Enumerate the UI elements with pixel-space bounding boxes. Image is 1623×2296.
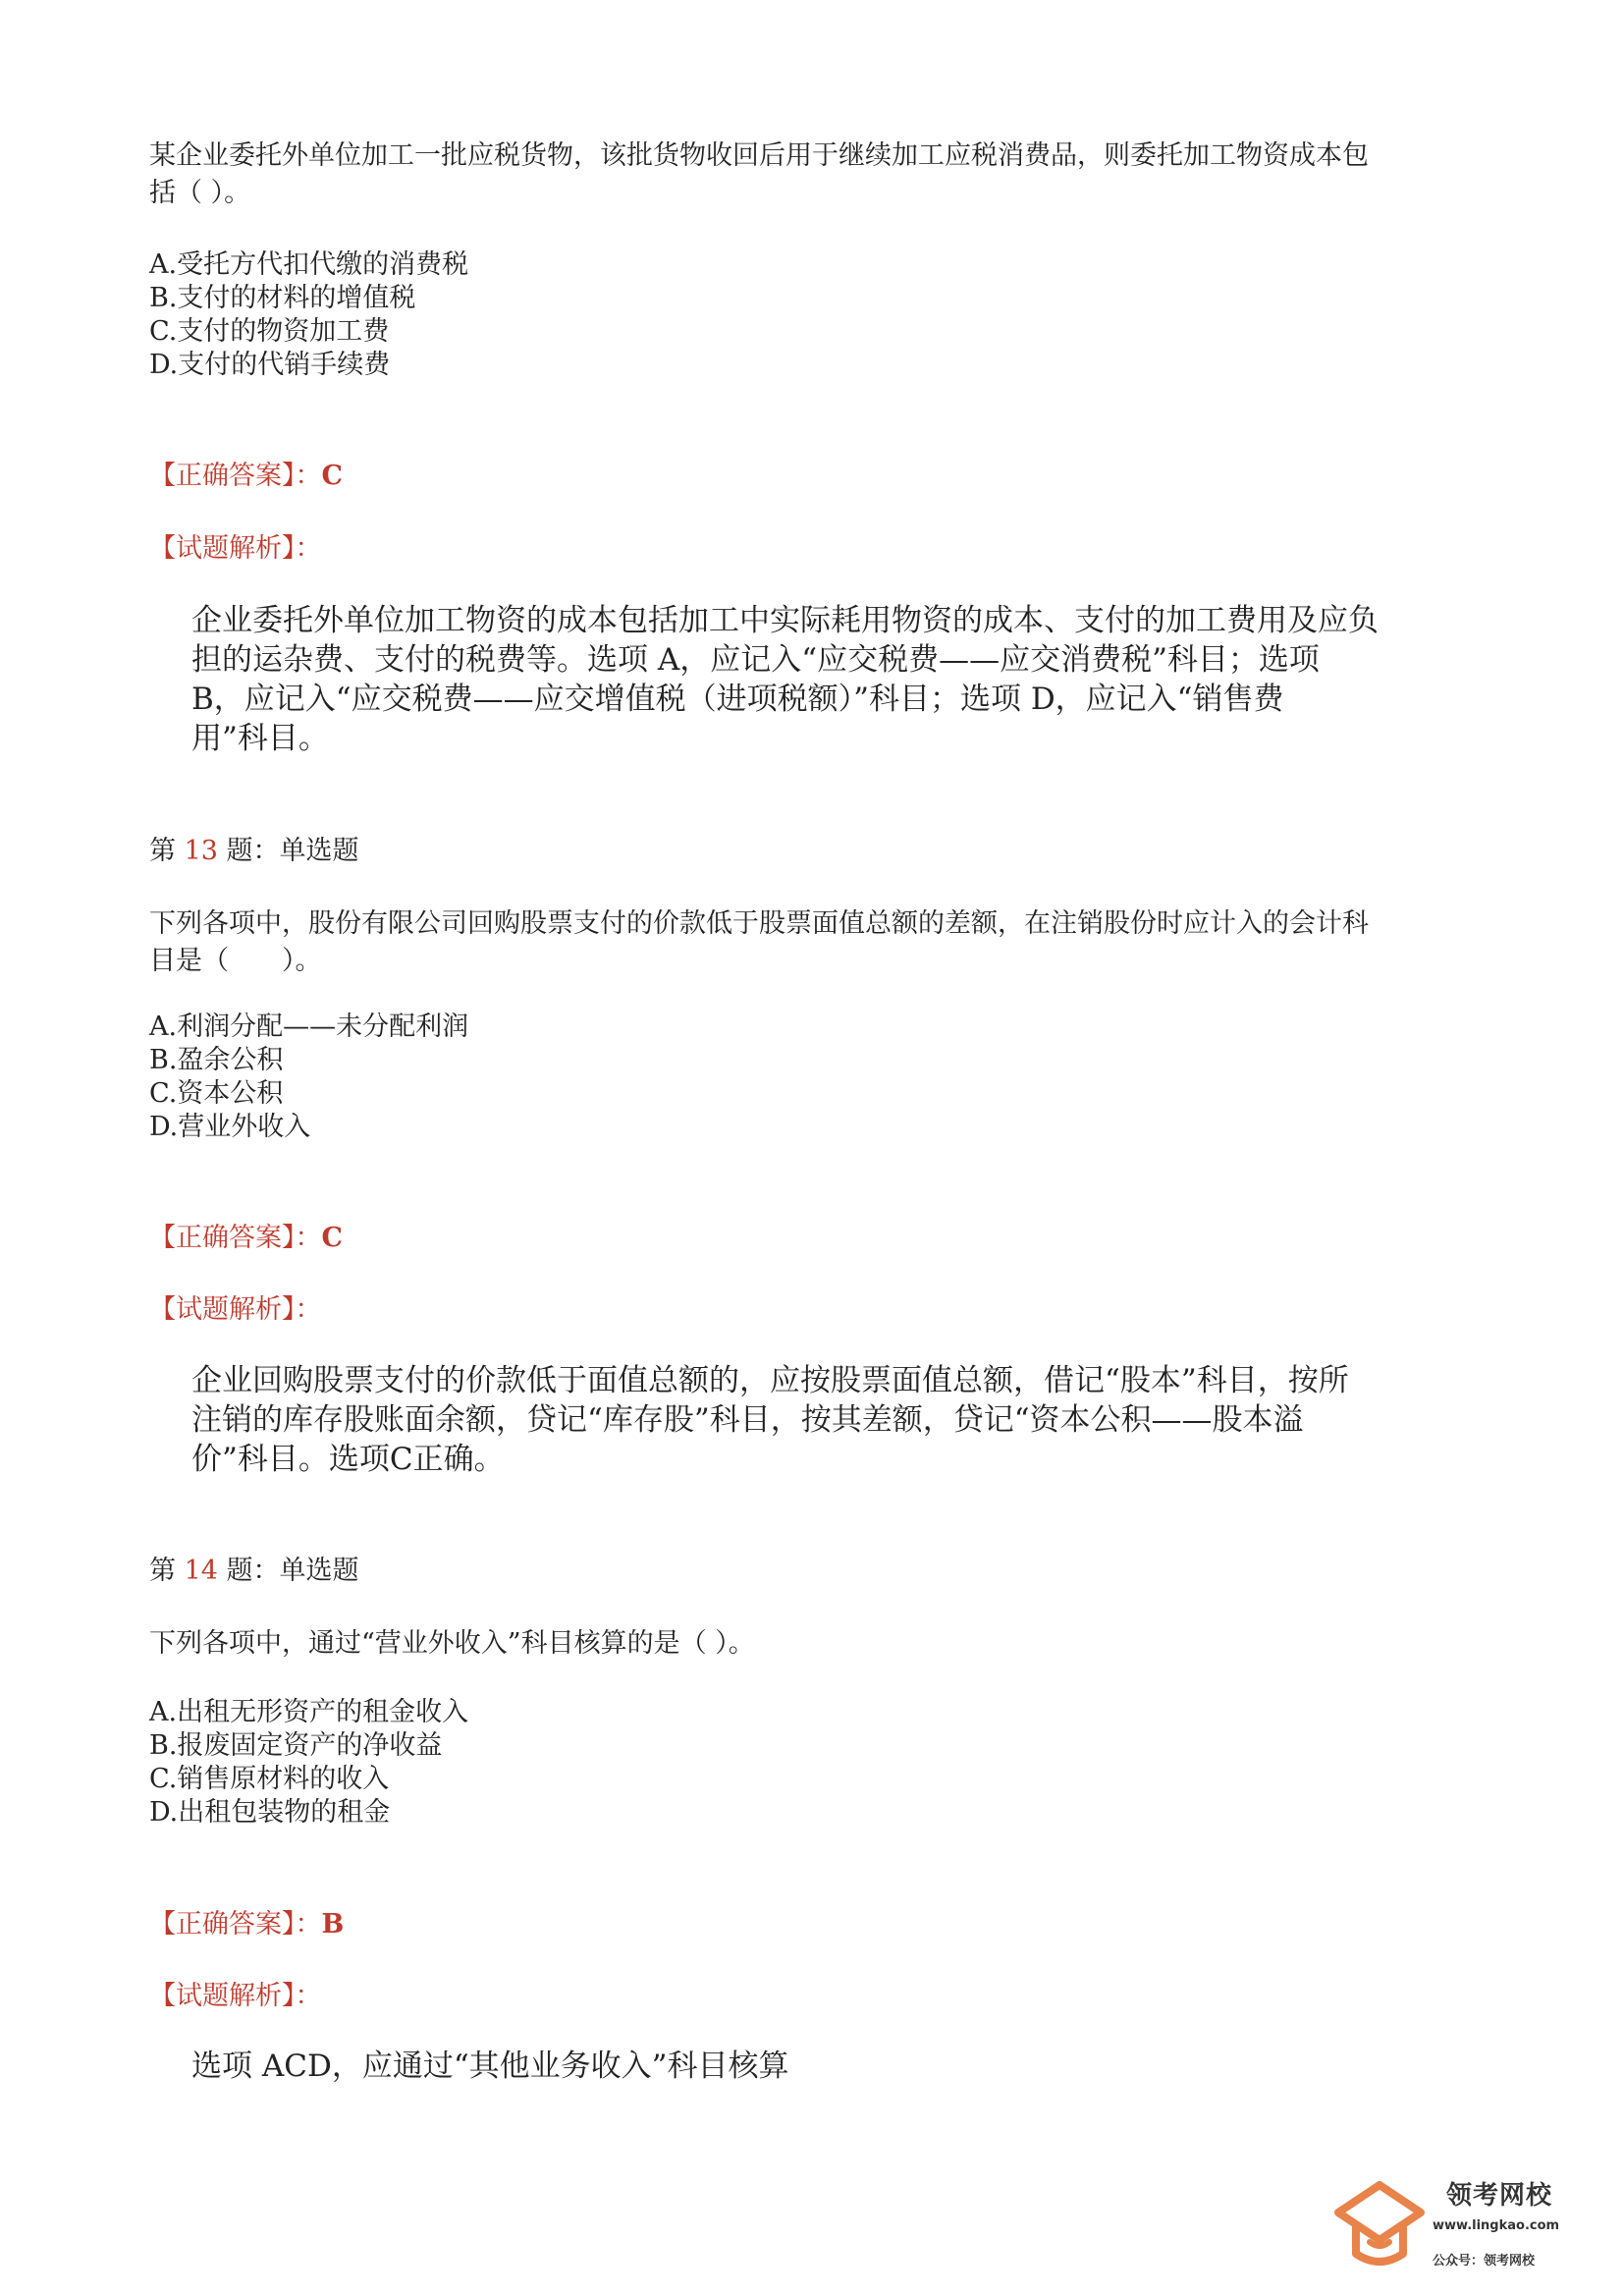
q13-option-c: C.资本公积 bbox=[149, 1078, 284, 1109]
q13-answer bbox=[149, 1222, 1485, 1255]
q12-stem-line1: 某企业委托外单位加工一批应税货物，该批货物收回后用于继续加工应税消费品，则委托加工物资成本包 bbox=[149, 140, 1369, 171]
q13-analysis-label: 【试题解析】： bbox=[149, 1294, 322, 1325]
q13-analysis bbox=[191, 1361, 1468, 1479]
q14-option-b: B.报废固定资产的净收益 bbox=[149, 1730, 443, 1761]
analysis-line: 企业委托外单位加工物资的成本包括加工中实际耗用物资的成本、支付的加工费用及应负 bbox=[191, 603, 1379, 638]
lingkao-logo bbox=[1330, 2175, 1586, 2283]
question-number: 13 bbox=[184, 836, 218, 866]
answer-value: B bbox=[321, 1909, 345, 1940]
analysis-line: 价”科目。选项C正确。 bbox=[191, 1442, 505, 1477]
q14-option-d: D.出租包装物的租金 bbox=[149, 1797, 391, 1828]
analysis-line: 注销的库存股账面余额，贷记“库存股”科目，按其差额，贷记“资本公积——股本溢 bbox=[191, 1402, 1304, 1438]
logo-name: 领考网校 bbox=[1446, 2181, 1553, 2211]
answer-label: 【正确答案】： bbox=[149, 1223, 322, 1253]
analysis-line: 选项 ACD，应通过“其他业务收入”科目核算 bbox=[191, 2049, 789, 2084]
q12-option-d: D.支付的代销手续费 bbox=[149, 350, 391, 380]
q12-answer bbox=[149, 460, 1485, 493]
q14-analysis-label: 【试题解析】： bbox=[149, 1981, 322, 2011]
analysis-line: 企业回购股票支付的价款低于面值总额的，应按股票面值总额，借记“股本”科目，按所 bbox=[191, 1363, 1349, 1398]
q13-option-b: B.盈余公积 bbox=[149, 1045, 284, 1075]
q14-stem-line1: 下列各项中，通过“营业外收入”科目核算的是（ ）。 bbox=[149, 1628, 755, 1659]
graduation-cap-icon bbox=[1330, 2175, 1429, 2273]
q12-stem-line2: 括（ ）。 bbox=[149, 178, 251, 208]
q12-analysis-label: 【试题解析】： bbox=[149, 533, 322, 564]
q13-header: 第 13 题：单选题 bbox=[149, 836, 359, 866]
answer-value: C bbox=[321, 461, 343, 491]
q13-options bbox=[149, 1011, 1485, 1144]
analysis-line: B，应记入“应交税费——应交增值税（进项税额）”科目；选项 D，应记入“销售费 bbox=[191, 682, 1284, 717]
q12-options bbox=[149, 248, 1485, 382]
q13-stem-line2: 目是（ ）。 bbox=[149, 946, 322, 976]
q12-option-b: B.支付的材料的增值税 bbox=[149, 283, 416, 313]
q12-stem bbox=[149, 137, 1485, 212]
answer-label: 【正确答案】： bbox=[149, 1909, 322, 1940]
logo-url: www.lingkao.com bbox=[1433, 2218, 1560, 2233]
q14-option-c: C.销售原材料的收入 bbox=[149, 1764, 390, 1794]
q14-options bbox=[149, 1696, 1485, 1830]
q13-option-a: A.利润分配——未分配利润 bbox=[149, 1011, 469, 1042]
q14-answer bbox=[149, 1908, 1485, 1941]
q13-option-d: D.营业外收入 bbox=[149, 1112, 311, 1142]
q14-stem bbox=[149, 1625, 1485, 1663]
q13-stem bbox=[149, 905, 1485, 980]
analysis-line: 用”科目。 bbox=[191, 721, 329, 756]
q14-header: 第 14 题：单选题 bbox=[149, 1556, 359, 1586]
q12-option-a: A.受托方代扣代缴的消费税 bbox=[149, 249, 469, 280]
answer-label: 【正确答案】： bbox=[149, 461, 322, 491]
q12-analysis bbox=[191, 601, 1468, 758]
analysis-line: 担的运杂费、支付的税费等。选项 A，应记入“应交税费——应交消费税”科目；选项 bbox=[191, 642, 1320, 678]
answer-value: C bbox=[321, 1223, 343, 1253]
q13-stem-line1: 下列各项中，股份有限公司回购股票支付的价款低于股票面值总额的差额，在注销股份时应计入的会计科 bbox=[149, 908, 1369, 939]
q14-option-a: A.出租无形资产的租金收入 bbox=[149, 1697, 469, 1727]
question-number: 14 bbox=[184, 1556, 218, 1586]
q14-analysis bbox=[191, 2047, 1468, 2086]
logo-wechat: 公众号：领考网校 bbox=[1433, 2254, 1536, 2269]
q12-option-c: C.支付的物资加工费 bbox=[149, 316, 390, 347]
